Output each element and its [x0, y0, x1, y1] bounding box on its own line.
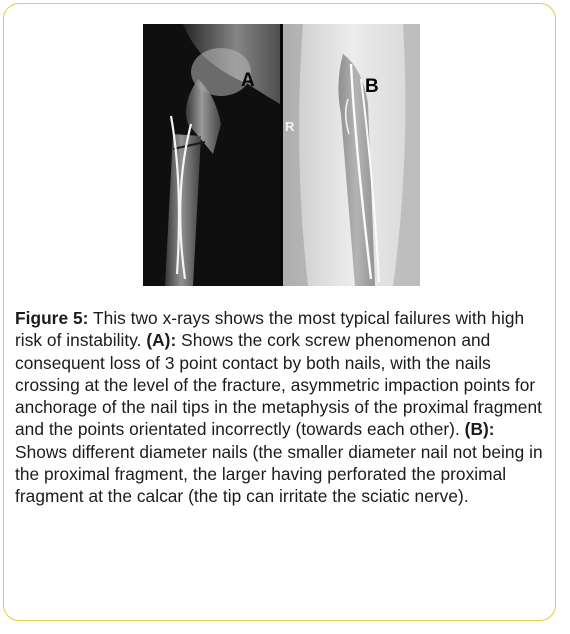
panel-label-b: B [365, 76, 379, 97]
figure-caption [15, 307, 550, 508]
figure-label: Figure 5: [15, 308, 89, 328]
caption-intro: This two x-rays shows the most typical failures with high risk of instability. [15, 308, 525, 351]
side-marker: R [285, 119, 295, 134]
xray-image [143, 24, 420, 286]
xray-panel-b [283, 24, 420, 286]
xray-panel-a [143, 24, 280, 286]
caption-text-b: Shows different diameter nails (the smaller diameter nail not being in the proximal fragment, the larger having perforated the proximal fragment at the calcar (the tip can irritate the sciatic nerve). [15, 441, 543, 507]
caption-label-a: (A): [146, 330, 177, 351]
panel-label-a: A [241, 70, 255, 91]
caption-label-b: (B): [464, 419, 495, 440]
caption-text-a: Shows the cork screw phenomenon and consequent loss of 3 point contact by both nails, with the nails crossing at the level of the fracture, asymmetric impaction points for anchorage of the nail tips in the metaphysis of the proximal fragment and the points orientated incorrectly (towards each other). [15, 330, 542, 440]
